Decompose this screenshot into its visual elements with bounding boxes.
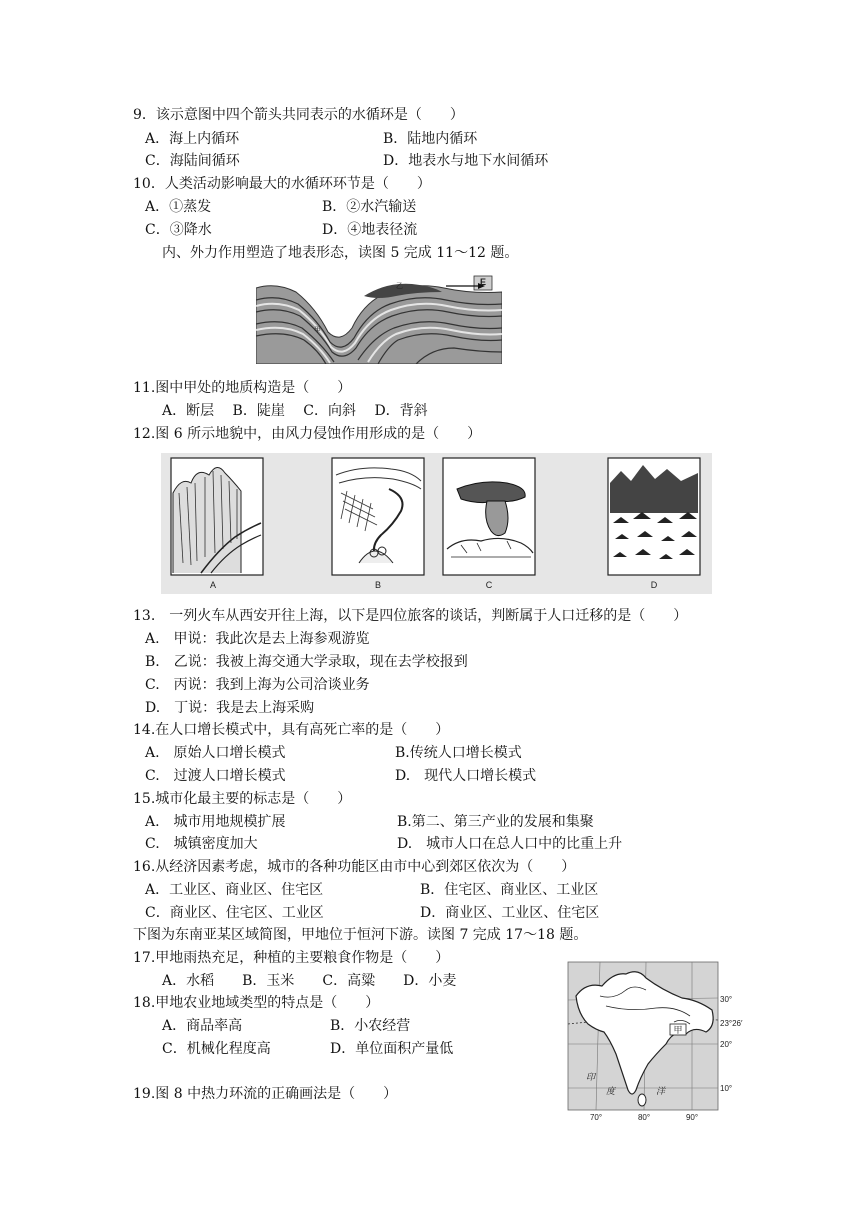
fig6-label-c: C — [485, 580, 493, 590]
q15-option-a: A. 城市用地规模扩展 — [145, 814, 286, 830]
q16-option-a: A．工业区、商业区、住宅区 — [145, 882, 324, 898]
fig6-panel-b — [332, 458, 424, 590]
q10-option-a: A．①蒸发 — [145, 199, 212, 215]
figure-7-map — [566, 960, 746, 1124]
intro-11-12: 内、外力作用塑造了地表形态，读图 5 完成 11～12 题。 — [162, 245, 519, 261]
q14-option-d: D. 现代人口增长模式 — [395, 768, 537, 784]
q13-stem: 13. 一列火车从西安开往上海，以下是四位旅客的谈话，判断属于人口迁移的是（ ） — [133, 608, 688, 624]
q9-option-c: C．海陆间循环 — [145, 153, 240, 169]
map7-lon-70: 70° — [589, 1113, 603, 1122]
q19-stem: 19.图 8 中热力环流的正确画法是（ ） — [133, 1086, 398, 1102]
q9-stem: 9．该示意图中四个箭头共同表示的水循环是（ ） — [133, 107, 464, 123]
q10-option-b: B．②水汽输送 — [322, 199, 417, 215]
q13-option-b: B. 乙说：我被上海交通大学录取，现在去学校报到 — [145, 654, 468, 670]
q15-option-c: C. 城镇密度加大 — [145, 836, 258, 852]
map7-lat-30: 30° — [720, 995, 733, 1004]
map7-lat-10: 10° — [720, 1084, 733, 1093]
q11-stem: 11.图中甲处的地质构造是（ ） — [133, 380, 352, 396]
fig6-panel-c — [443, 458, 535, 590]
map7-lat-20: 20° — [720, 1040, 733, 1049]
q13-option-a: A. 甲说：我此次是去上海参观游览 — [145, 631, 370, 647]
q18-option-b: B．小农经营 — [330, 1018, 411, 1034]
q10-option-c: C．③降水 — [145, 222, 212, 238]
fig6-label-d: D — [650, 580, 658, 590]
q9-option-a: A．海上内循环 — [145, 131, 240, 147]
q9-option-b: B．陆地内循环 — [383, 131, 478, 147]
fig5-label-e: E — [480, 277, 487, 287]
q13-option-c: C. 丙说：我到上海为公司洽谈业务 — [145, 677, 370, 693]
fig5-label-jia: 甲 — [314, 327, 321, 334]
map7-ocean-char-2: 度 — [606, 1086, 616, 1096]
intro-17-18: 下图为东南亚某区域简图，甲地位于恒河下游。读图 7 完成 17～18 题。 — [133, 927, 588, 943]
q10-stem: 10．人类活动影响最大的水循环环节是（ ） — [133, 176, 431, 192]
q17-options: A．水稻 B．玉米 C．高粱 D．小麦 — [162, 973, 457, 989]
q18-option-a: A．商品率高 — [162, 1018, 243, 1034]
fig6-label-b: B — [374, 580, 382, 590]
q16-option-d: D．商业区、工业区、住宅区 — [420, 905, 600, 921]
q14-option-c: C. 过渡人口增长模式 — [145, 768, 286, 784]
map7-ocean-char-3: 洋 — [656, 1086, 666, 1096]
q12-stem: 12.图 6 所示地貌中，由风力侵蚀作用形成的是（ ） — [133, 426, 482, 442]
q10-option-d: D．④地表径流 — [322, 222, 418, 238]
q16-option-b: B．住宅区、商业区、工业区 — [420, 882, 599, 898]
q13-option-d: D. 丁说：我是去上海采购 — [145, 700, 315, 716]
q16-stem: 16.从经济因素考虑，城市的各种功能区由市中心到郊区依次为（ ） — [133, 859, 576, 875]
q15-option-d: D. 城市人口在总人口中的比重上升 — [397, 836, 623, 852]
q14-option-b: B.传统人口增长模式 — [395, 745, 522, 761]
q18-option-c: C．机械化程度高 — [162, 1041, 271, 1057]
map7-ocean-char-1: 印 — [586, 1072, 596, 1082]
map7-lat-tropic: 23°26′ — [720, 1019, 743, 1028]
fig6-panel-a — [171, 458, 263, 590]
q18-stem: 18.甲地农业地域类型的特点是（ ） — [133, 995, 380, 1011]
figure-5-cross-section — [256, 274, 502, 364]
q14-stem: 14.在人口增长模式中，具有高死亡率的是（ ） — [133, 722, 450, 738]
map7-lon-80: 80° — [637, 1113, 651, 1122]
fig5-label-yi: 乙 — [396, 283, 403, 290]
q15-option-b: B.第二、第三产业的发展和集聚 — [397, 814, 594, 830]
q15-stem: 15.城市化最主要的标志是（ ） — [133, 791, 352, 807]
map7-lon-90: 90° — [685, 1113, 699, 1122]
map7-label-jia: 甲 — [673, 1025, 683, 1035]
q17-stem: 17.甲地雨热充足，种植的主要粮食作物是（ ） — [133, 950, 450, 966]
fig6-label-a: A — [209, 580, 217, 590]
q16-option-c: C．商业区、住宅区、工业区 — [145, 905, 324, 921]
q18-option-d: D．单位面积产量低 — [330, 1041, 454, 1057]
fig6-panel-d — [608, 458, 700, 590]
q9-option-d: D．地表水与地下水间循环 — [383, 153, 549, 169]
q14-option-a: A. 原始人口增长模式 — [145, 745, 286, 761]
figure-6-landforms — [161, 453, 712, 594]
q11-options: A．断层 B．陡崖 C．向斜 D．背斜 — [162, 403, 428, 419]
